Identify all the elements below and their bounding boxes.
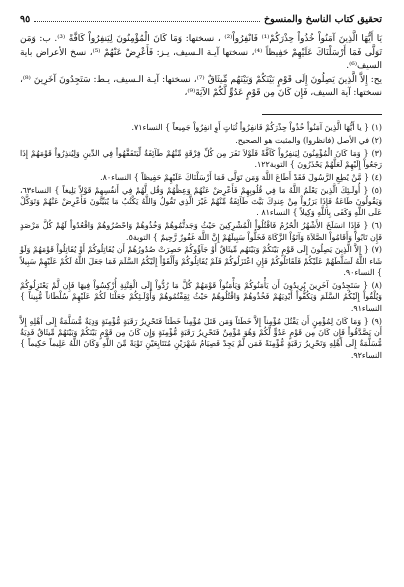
page-header bbox=[20, 14, 382, 26]
body-paragraph-1: يَا أَيُّهَا الَّذِينَ آمَنُواْ خُذُواْ حِذْرَكُمْ⁽¹⁾ فَانْفِرُواْ⁽²⁾ ، نسختها: وَمَا كَانَ الْمُؤْمِنُونَ لِيَنفِرُواْ كَافَّةً ⁽³⁾. ب: وَمَن تَوَلَّى فَمَا أَرْسَلْنَاكَ عَلَيْهِمْ حَفِيظاً ⁽⁴⁾، نسختها آيـة الـسيف، يـز: فَأَعْرِضْ عَنْهُمْ ⁽⁵⁾، نسخ الأعراض باية السيف⁽⁶⁾. bbox=[20, 34, 382, 72]
footnote-3: (٣) { وَمَا كَانَ الْمُؤْمِنُونَ لِيَنفِرُواْ كَآفَّةً فَلَوْلاَ نَفَرَ مِن كُلِّ فِرْقَةٍ مِّنْهُمْ طَآئِفَةٌ لِّيَتَفَقَّهُواْ فِي الدِّينِ وَلِيُنذِرُواْ قَوْمَهُمْ إِذَا رَجَعُواْ إِلَيْهِمْ لَعَلَّهُمْ يَحْذَرُونَ } التوبة١٢٢. bbox=[20, 148, 382, 169]
footnote-8: (٨) { سَتَجِدُونَ آخَرِينَ يُرِيدُونَ أَن يَأْمَنُوكُمْ وَيَأْمَنُواْ قَوْمَهُمْ كُلَّ مَا رُدُّواْ إِلَى الْفِتْنِةِ أُرْكِسُواْ فِيهَا فَإِن لَّمْ يَعْتَزِلُوكُمْ وَيُلْقُواْ إِلَيْكُمُ السَّلَمَ وَيَكُفُّواْ أَيْدِيَهُمْ فَخُذُوهُمْ وَاقْتُلُوهُمْ حَيْثُ ثِقِفْتُمُوهُمْ وَأُوْلَـئِكُمْ جَعَلْنَا لَكُمْ عَلَيْهِمْ سُلْطَاناً مُّبِيناً } النساء٩١. bbox=[20, 280, 382, 313]
footnote-6: (٦) { فَإِذَا انسَلَخَ الأَشْهُرُ الْحُرُمُ فَاقْتُلُواْ الْمُشْرِكِينَ حَيْثُ وَجَدتُّمُوهُمْ وَخُذُوهُمْ وَاحْصُرُوهُمْ وَاقْعُدُواْ لَهُمْ كُلَّ مَرْصَدٍ فَإِن تَابُواْ وَأَقَامُواْ الصَّلاَةَ وَآتَوُاْ الزَّكَاةَ فَخَلُّواْ سَبِيلَهُمْ إِنَّ اللَّهَ غَفُورٌ رَّحِيمٌ } التوبة٥. bbox=[20, 221, 382, 242]
footnote-separator bbox=[262, 114, 382, 115]
header-title: تحقيق كتاب الناسخ والمنسوخ bbox=[263, 14, 382, 25]
body-paragraph-2: يح: إِلاَّ الَّذِينَ يَصِلُونَ إِلَى قَوْمٍ بَيْنَكُمْ وَبَيْنَهُم مِّيثَاقٌ ⁽⁷⁾، نسختها: آيـة الـسيف، يـط: سَتَجِدُونَ آخَرِينَ ⁽⁸⁾، نسختها: آية السيف، فَإِن كَانَ مِن قَوْمٍ عَدُوٍّ لَّكُمْ الآيَةَ⁽⁹⁾، bbox=[20, 74, 382, 99]
footnote-1: (١) { يا أَيُّهَا الَّذِينَ آمَنُواْ خُذُواْ حِذْرَكُمْ فَانفِرُواْ ثُبَاتٍ أَوِ انفِرُواْ جَمِيعاً } النساء٧١. bbox=[131, 122, 382, 132]
footnote-4: (٤) { مَّنْ يُطِعِ الرَّسُولَ فَقَدْ أَطَاعَ اللَّهَ وَمَن تَوَلَّى فَمَا أَرْسَلْنَاكَ عَلَيْهِمْ حَفِيظاً } النساء٨٠. bbox=[100, 172, 382, 182]
footnote-2: (٢) في الأصل (فانظروا) والمثبت هو الصحيح. bbox=[235, 135, 382, 145]
page-number: ٩٥ bbox=[20, 14, 31, 25]
footnote-5: (٥) { أُولَـئِكَ الَّذِينَ يَعْلَمُ اللَّهُ مَا فِي قُلُوبِهِمْ فَأَعْرِضْ عَنْهُمْ وَعِظْهُمْ وَقُل لَّهُمْ فِي أَنفُسِهِمْ قَوْلاً بَلِيغاً } النساء٦٣، وَيَقُولُونَ طَاعَةٌ فَإِذَا بَرَزُواْ مِنْ عِندِكَ بَيَّتَ طَآئِفَةٌ مِّنْهُمْ غَيْرَ الَّذِي تَقُولُ وَاللَّهُ يَكْتُبُ مَا يُبَيِّتُونَ فَأَعْرِضْ عَنْهُمْ وَتَوَكَّلْ عَلَى اللَّهِ وَكَفَى بِاللَّهِ وَكِيلاً } النساء٨١ . bbox=[20, 185, 382, 218]
main-text bbox=[20, 33, 382, 101]
footnote-9: (٩) { وَمَا كَانَ لِمُؤْمِنٍ أَن يَقْتُلَ مُؤْمِناً إِلاَّ خَطَئاً وَمَن قَتَلَ مُؤْمِناً خَطَئاً فَتَحْرِيرُ رَقَبَةٍ مُّؤْمِنَةٍ وَدِيَةٌ مُّسَلَّمَةٌ إِلَى أَهْلِهِ إِلاَّ أَن يَصَّدَّقُواْ فَإِن كَانَ مِن قَوْمٍ عَدُوٍّ لَّكُمْ وَهُوَ مْؤْمِنٌ فَتَحْرِيرُ رَقَبَةٍ مُّؤْمِنَةٍ وَإِن كَانَ مِن قَوْمٍ بَيْنَكُمْ وَبَيْنَهُمْ مِّيثَاقٌ فَدِيَةٌ مُّسَلَّمَةٌ إِلَى أَهْلِهِ وَتَحْرِيرُ رَقَبَةٍ مُّؤْمِنَةً فَمَن لَّمْ يَجِدْ فَصِيَامُ شَهْرَيْنِ مُتَتَابِعَيْنِ تَوْبَةً مِّنَ اللَّهِ وَكَانَ اللَّهُ عَلِيماً حَكِيماً } النساء٩٢. bbox=[20, 316, 382, 360]
header-dotted-leader bbox=[34, 21, 260, 22]
footnote-7: (٧) { إِلاَّ الَّذِينَ يَصِلُونَ إِلَى قَوْمٍ بَيْنَكُمْ وَبَيْنَهُم مِّيثَاقٌ أَوْ جَآؤُوكُمْ حَصِرَتْ صُدُورُهُمْ أَن يُقَاتِلُوكُمْ أَوْ يُقَاتِلُواْ قَوْمَهُمْ وَلَوْ شَاء اللَّهُ لَسَلَّطَهُمْ عَلَيْكُمْ فَلَقَاتَلُوكُمْ فَإِنِ اعْتَزَلُوكُمْ فَلَمْ يُقَاتِلُوكُمْ وَأَلْقَوْاْ إِلَيْكُمُ السَّلَمَ فَمَا جَعَلَ اللَّهُ لَكُمْ عَلَيْهِمْ سَبِيلاً } النساء٩٠. bbox=[20, 245, 382, 278]
footnotes bbox=[20, 122, 382, 361]
